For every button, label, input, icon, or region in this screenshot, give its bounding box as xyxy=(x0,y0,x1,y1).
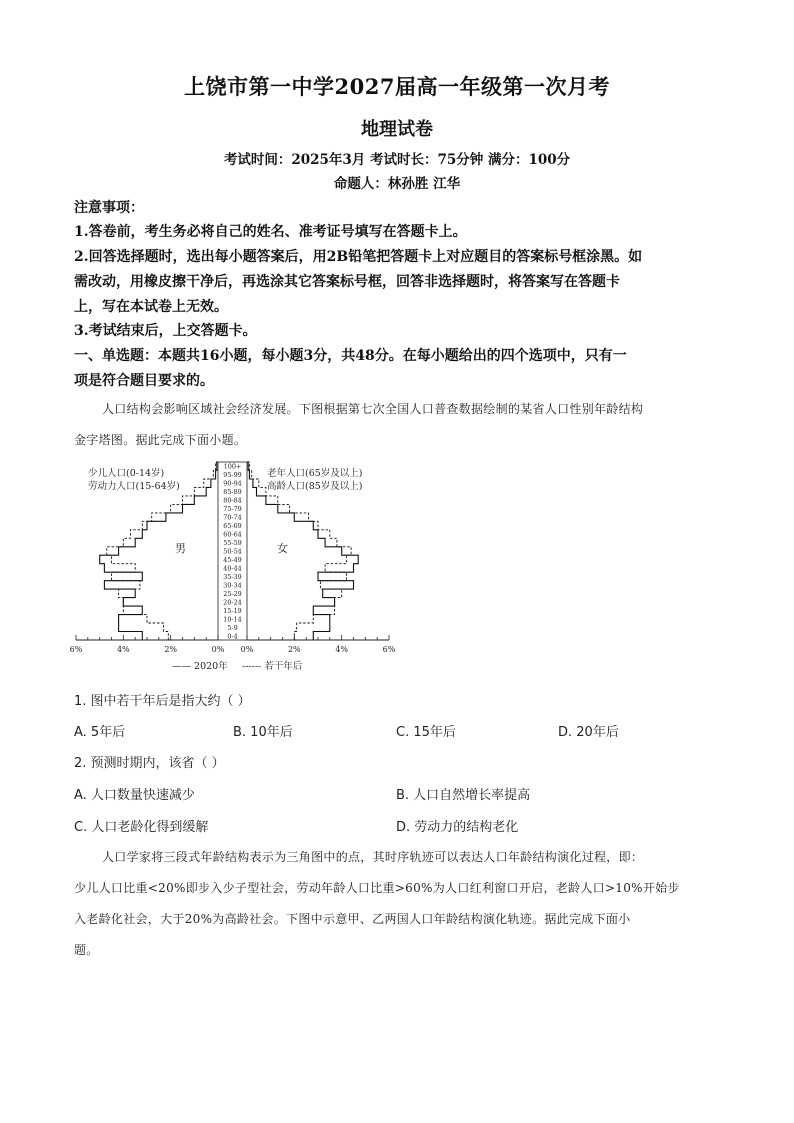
age-tick-label: 80-84 xyxy=(223,496,242,505)
option-a[interactable]: A. 人口数量快速减少 xyxy=(74,788,195,803)
option-a[interactable]: A. 5年后 xyxy=(74,725,126,740)
population-pyramid-chart xyxy=(60,455,400,677)
age-tick-label: 60-64 xyxy=(223,530,242,539)
exam-title: 上饶市第一中学2027届高一年级第一次月考 xyxy=(184,74,610,99)
age-tick-label: 10-14 xyxy=(223,615,242,624)
age-tick-label: 45-49 xyxy=(223,555,242,564)
x-tick-label: 4% xyxy=(116,645,130,654)
question-stem: 1. 图中若干年后是指大约（ ） xyxy=(74,694,251,709)
exam-info: 考试时间：2025年3月 考试时长：75分钟 满分：100分 xyxy=(223,152,571,168)
male-label: 男 xyxy=(175,542,186,555)
age-tick-label: 65-69 xyxy=(223,522,242,531)
legend-right-2: 高龄人口(85岁及以上) xyxy=(267,481,363,492)
age-tick-label: 30-34 xyxy=(223,581,242,590)
age-tick-label: 0-4 xyxy=(227,632,238,641)
x-tick-label: 0% xyxy=(240,645,254,654)
option-c[interactable]: C. 人口老龄化得到缓解 xyxy=(74,820,209,835)
age-tick-label: 20-24 xyxy=(223,598,242,607)
option-d[interactable]: D. 20年后 xyxy=(558,725,619,740)
notice-line: 上，写在本试卷上无效。 xyxy=(74,299,228,315)
notice-line: 1.答卷前，考生务必将自己的姓名、准考证号填写在答题卡上。 xyxy=(74,224,467,240)
age-tick-label: 95-99 xyxy=(223,471,242,480)
age-tick-label: 100+ xyxy=(223,462,242,471)
exam-authors: 命题人：林孙胜 江华 xyxy=(333,176,461,192)
age-tick-label: 75-79 xyxy=(223,505,242,514)
x-tick-label: 4% xyxy=(335,645,349,654)
age-tick-label: 70-74 xyxy=(223,513,242,522)
option-b[interactable]: B. 10年后 xyxy=(233,725,293,740)
exam-subject: 地理试卷 xyxy=(361,119,433,140)
passage-line: 金字塔图。据此完成下面小题。 xyxy=(74,433,247,447)
age-tick-label: 25-29 xyxy=(223,589,242,598)
legend-future: ------ 若干年后 xyxy=(242,661,303,672)
passage-line: 人口学家将三段式年龄结构表示为三角图中的点，其时序轨迹可以表达人口年龄结构演化过程，即： xyxy=(102,850,644,864)
passage-line: 题。 xyxy=(74,943,99,957)
x-tick-label: 0% xyxy=(211,645,225,654)
passage-line: 人口结构会影响区域社会经济发展。下图根据第七次全国人口普查数据绘制的某省人口性别年龄结构 xyxy=(102,402,644,416)
legend-right-1: 老年人口(65岁及以上) xyxy=(267,468,363,479)
x-tick-label: 6% xyxy=(69,645,83,654)
age-tick-label: 90-94 xyxy=(223,479,242,488)
x-tick-label: 2% xyxy=(164,645,178,654)
legend-left-2: 劳动力人口(15-64岁) xyxy=(88,481,180,492)
question-stem: 2. 预测时期内，该省（ ） xyxy=(74,756,225,771)
notice-line: 2.回答选择题时，选出每小题答案后，用2B铅笔把答题卡上对应题目的答案标号框涂黑。如 xyxy=(74,249,643,265)
passage-line: 少儿人口比重<20%即步入少子型社会，劳动年龄人口比重>60%为人口红利窗口开启，老龄人口>10%开始步 xyxy=(74,881,680,895)
section-heading: 项是符合题目要求的。 xyxy=(74,373,214,389)
age-tick-label: 5-9 xyxy=(227,623,238,632)
section-heading: 一、单选题：本题共16小题，每小题3分，共48分。在每小题给出的四个选项中，只有一 xyxy=(74,348,627,364)
option-d[interactable]: D. 劳动力的结构老化 xyxy=(396,820,519,835)
option-b[interactable]: B. 人口自然增长率提高 xyxy=(396,788,531,803)
age-tick-label: 35-39 xyxy=(223,572,242,581)
x-tick-label: 6% xyxy=(382,645,396,654)
age-tick-label: 15-19 xyxy=(223,606,242,615)
option-c[interactable]: C. 15年后 xyxy=(396,725,456,740)
notice-line: 3.考试结束后，上交答题卡。 xyxy=(74,323,257,339)
female-label: 女 xyxy=(277,542,288,555)
notice-line: 需改动，用橡皮擦干净后，再选涂其它答案标号框，回答非选择题时，将答案写在答题卡 xyxy=(74,274,620,290)
legend-2020: —— 2020年 xyxy=(172,661,228,672)
notice-heading: 注意事项： xyxy=(74,200,144,216)
age-tick-label: 55-59 xyxy=(223,539,242,548)
legend-left-1: 少儿人口(0-14岁) xyxy=(88,468,165,479)
age-tick-label: 50-54 xyxy=(223,547,242,556)
age-tick-label: 85-89 xyxy=(223,488,242,497)
x-tick-label: 2% xyxy=(287,645,301,654)
age-tick-label: 40-44 xyxy=(223,564,242,573)
passage-line: 入老龄化社会，大于20%为高龄社会。下图中示意甲、乙两国人口年龄结构演化轨迹。据此完成下面小 xyxy=(74,912,631,926)
